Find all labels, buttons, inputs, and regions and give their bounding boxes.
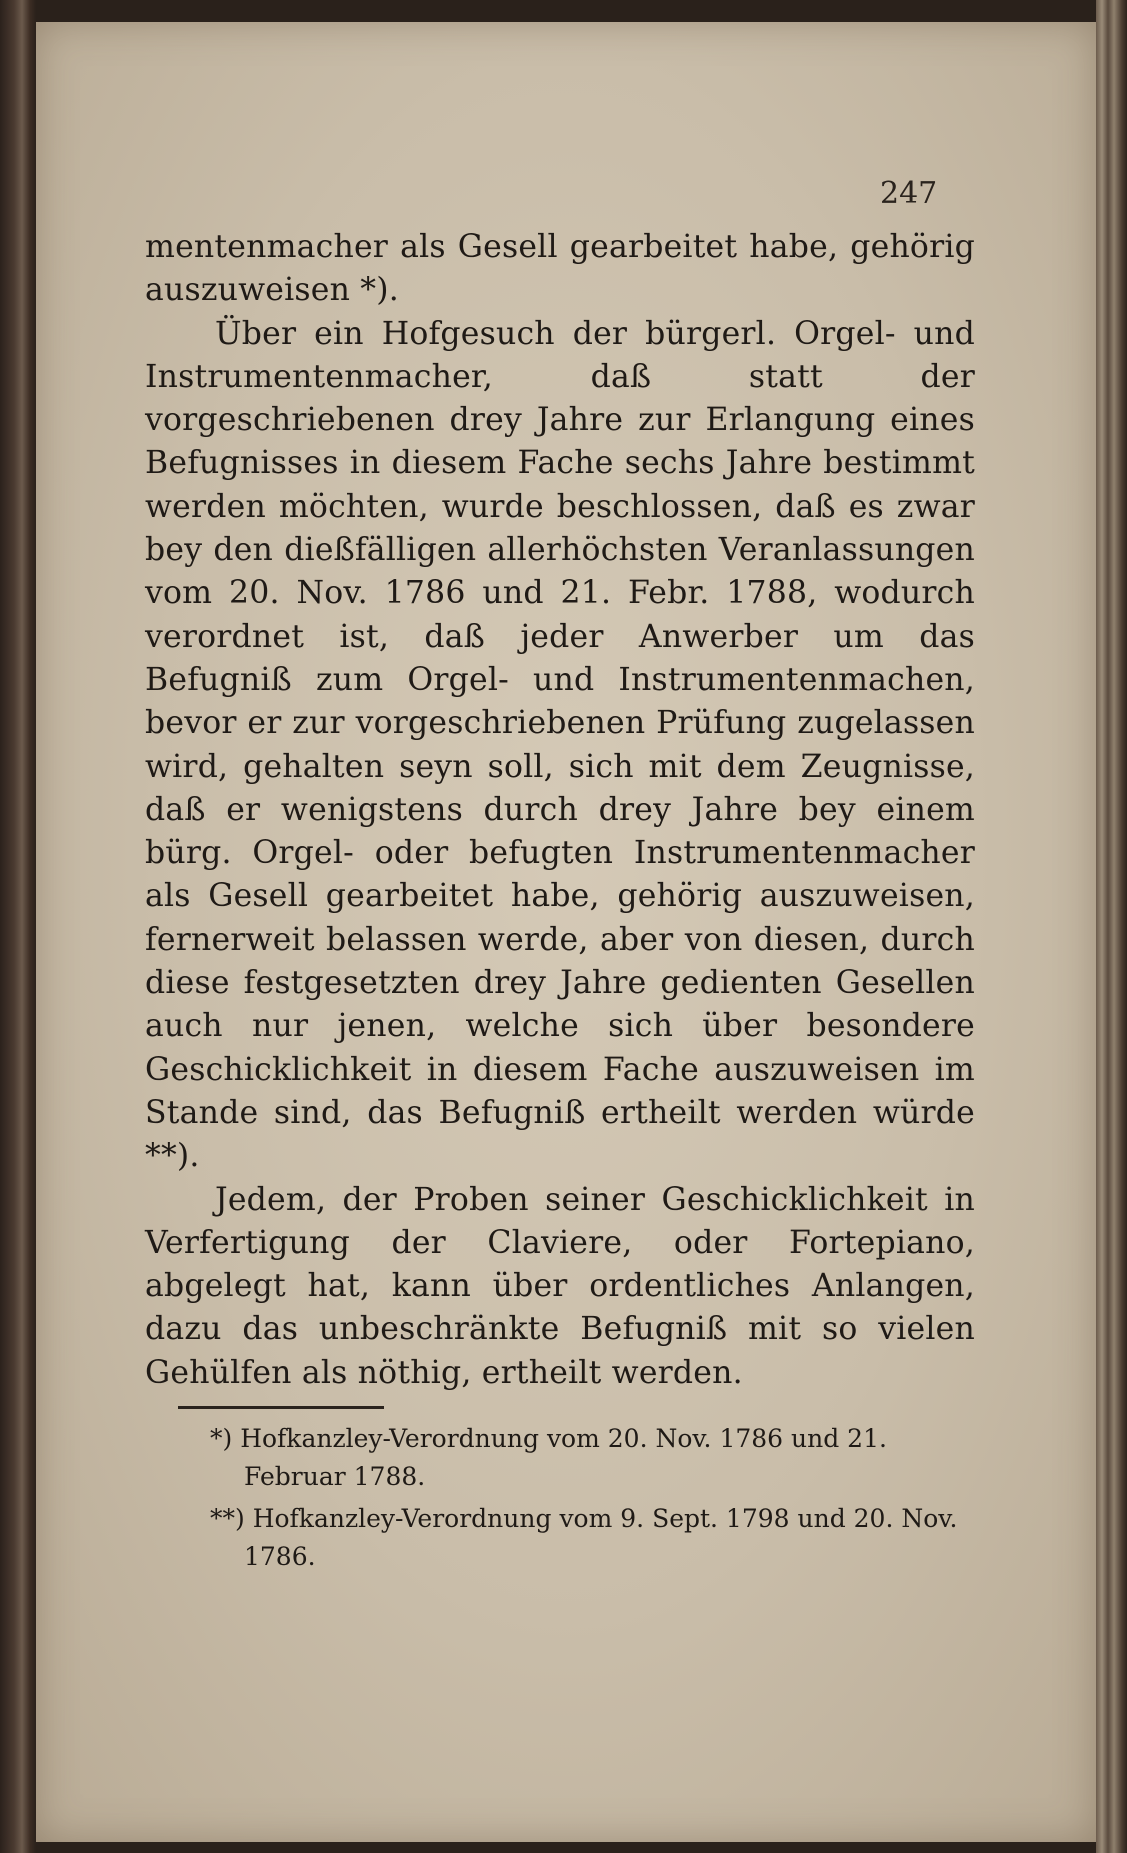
- paragraph-continuation: mentenmacher als Gesell gearbeitet habe, gehörig auszuweisen *).: [145, 229, 975, 309]
- page-edge: [1096, 0, 1127, 1853]
- paragraph-jedem: Jedem, der Proben seiner Geschicklichkeit in Verfertigung der Claviere, oder Fortepiano, abgelegt hat, kann über ordentliches Anlangen, dazu das unbeschränkte Befugniß mit so vielen Gehülfen als nöthig, ertheilt werden.: [145, 1181, 975, 1391]
- footnote-divider: [178, 1406, 384, 1409]
- footnotes: [210, 1420, 980, 1580]
- footnote-1: *) Hofkanzley-Verordnung vom 20. Nov. 1786 und 21. Februar 1788.: [210, 1424, 887, 1491]
- page-number: 247: [880, 176, 938, 211]
- main-text: [145, 226, 975, 1395]
- paragraph-hofgesuch: Über ein Hofgesuch der bürgerl. Orgel- und Instrumentenmacher, daß statt der vorgeschriebenen drey Jahre zur Erlangung eines Befugnisses in diesem Fache sechs Jahre bestimmt werden möchten, wurde beschlossen, daß es zwar bey den dießfälligen allerhöchsten Veranlassungen vom 20. Nov. 1786 und 21. Febr. 1788, wodurch verordnet ist, daß jeder Anwerber um das Befugniß zum Orgel- und Instrumentenmachen, bevor er zur vorgeschriebenen Prüfung zugelassen wird, gehalten seyn soll, sich mit dem Zeugnisse, daß er wenigstens durch drey Jahre bey einem bürg. Orgel- oder befugten Instrumentenmacher als Gesell gearbeitet habe, gehörig auszuweisen, fernerweit belassen werde, aber von diesen, durch diese festgesetzten drey Jahre gedienten Gesellen auch nur jenen, welche sich über besondere Geschicklichkeit in diesem Fache auszuweisen im Stande sind, das Befugniß ertheilt werden würde **).: [145, 315, 975, 1175]
- footnote-2: **) Hofkanzley-Verordnung vom 9. Sept. 1798 und 20. Nov. 1786.: [210, 1504, 958, 1571]
